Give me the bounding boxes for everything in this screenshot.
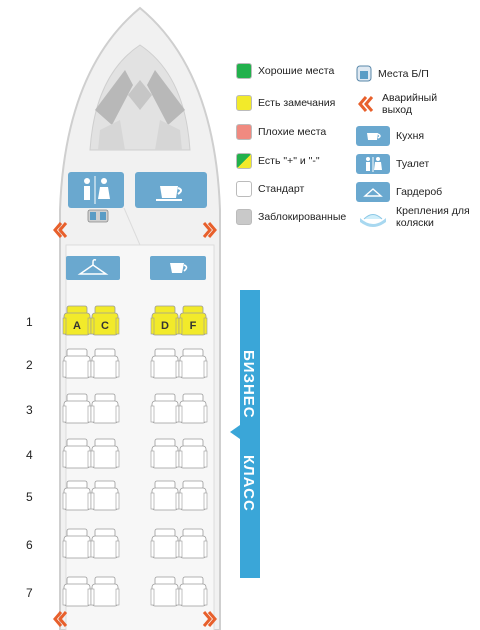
seat[interactable] — [151, 577, 179, 606]
wardrobe-icon — [356, 181, 390, 203]
seat[interactable] — [91, 349, 119, 378]
seat[interactable] — [179, 529, 207, 558]
seat[interactable] — [91, 439, 119, 468]
legend-label: Стандарт — [258, 183, 305, 195]
legend-swatch — [236, 181, 252, 197]
legend-item — [236, 63, 334, 79]
seat[interactable] — [91, 577, 119, 606]
seat[interactable] — [63, 577, 91, 606]
seat-letter: D — [161, 320, 169, 332]
sink-icon — [88, 210, 108, 222]
legend-label: Заблокированные — [258, 211, 347, 223]
seat-letter: F — [189, 320, 197, 332]
seat[interactable] — [179, 394, 207, 423]
toilet-icon — [356, 153, 390, 175]
row-number-7: 7 — [26, 586, 33, 600]
seat[interactable] — [91, 394, 119, 423]
seat[interactable] — [63, 394, 91, 423]
seat[interactable] — [179, 349, 207, 378]
kitchen-icon — [356, 125, 390, 147]
legend-item — [356, 63, 429, 85]
legend-item — [236, 95, 335, 111]
seat[interactable] — [151, 306, 179, 335]
legend-label: Места Б/П — [378, 68, 429, 80]
seat[interactable] — [91, 529, 119, 558]
legend-item — [356, 125, 424, 147]
seat[interactable] — [179, 481, 207, 510]
row-number-6: 6 — [26, 538, 33, 552]
legend-label: Хорошие места — [258, 65, 335, 77]
seat-letter: A — [73, 320, 81, 332]
seat[interactable] — [63, 481, 91, 510]
kitchen-block — [150, 256, 206, 280]
legend-swatch — [236, 95, 252, 111]
seat[interactable] — [151, 394, 179, 423]
legend-item — [356, 181, 442, 203]
seat[interactable] — [151, 481, 179, 510]
row-number-5: 5 — [26, 490, 33, 504]
cup-icon — [356, 63, 372, 85]
seat-letter: C — [101, 320, 109, 332]
kitchen-room — [135, 172, 207, 208]
legend-item — [236, 153, 320, 169]
row-number-1: 1 — [26, 315, 33, 329]
legend-item — [236, 124, 326, 140]
exit-icon — [356, 93, 376, 115]
row-number-4: 4 — [26, 448, 33, 462]
seat[interactable] — [179, 439, 207, 468]
cabin-outline — [66, 245, 214, 630]
legend-label: Аварийный выход — [382, 92, 438, 116]
legend-label: Крепления для коляски — [396, 205, 470, 229]
seat[interactable] — [179, 306, 207, 335]
legend-label: Есть замечания — [258, 97, 336, 109]
wardrobe-block — [66, 256, 120, 280]
legend-label: Есть "+" и "-" — [258, 155, 320, 167]
legend-item — [356, 205, 474, 229]
seat[interactable] — [63, 529, 91, 558]
legend-label: Кухня — [396, 130, 425, 142]
toilet-room — [68, 172, 124, 208]
seat[interactable] — [179, 577, 207, 606]
legend-item — [356, 153, 429, 175]
legend-item — [236, 181, 304, 197]
legend-swatch — [236, 209, 252, 225]
business-class-banner — [230, 290, 260, 578]
legend-item — [236, 209, 346, 225]
stroller-icon — [356, 206, 390, 228]
seat[interactable] — [63, 306, 91, 335]
seat[interactable] — [151, 529, 179, 558]
legend-swatch — [236, 153, 252, 169]
legend-label: Туалет — [396, 158, 430, 170]
seat[interactable] — [151, 349, 179, 378]
seat[interactable] — [63, 349, 91, 378]
legend-label: Гардероб — [396, 186, 443, 198]
legend-label: Плохие места — [258, 126, 327, 138]
seat[interactable] — [91, 306, 119, 335]
class-label-line1: БИЗНЕС — [240, 350, 257, 419]
row-number-3: 3 — [26, 403, 33, 417]
seat[interactable] — [63, 439, 91, 468]
seat[interactable] — [151, 439, 179, 468]
legend-swatch — [236, 63, 252, 79]
seat[interactable] — [91, 481, 119, 510]
legend-item — [356, 92, 460, 116]
class-label-line2: КЛАСС — [240, 455, 257, 512]
legend-swatch — [236, 124, 252, 140]
row-number-2: 2 — [26, 358, 33, 372]
